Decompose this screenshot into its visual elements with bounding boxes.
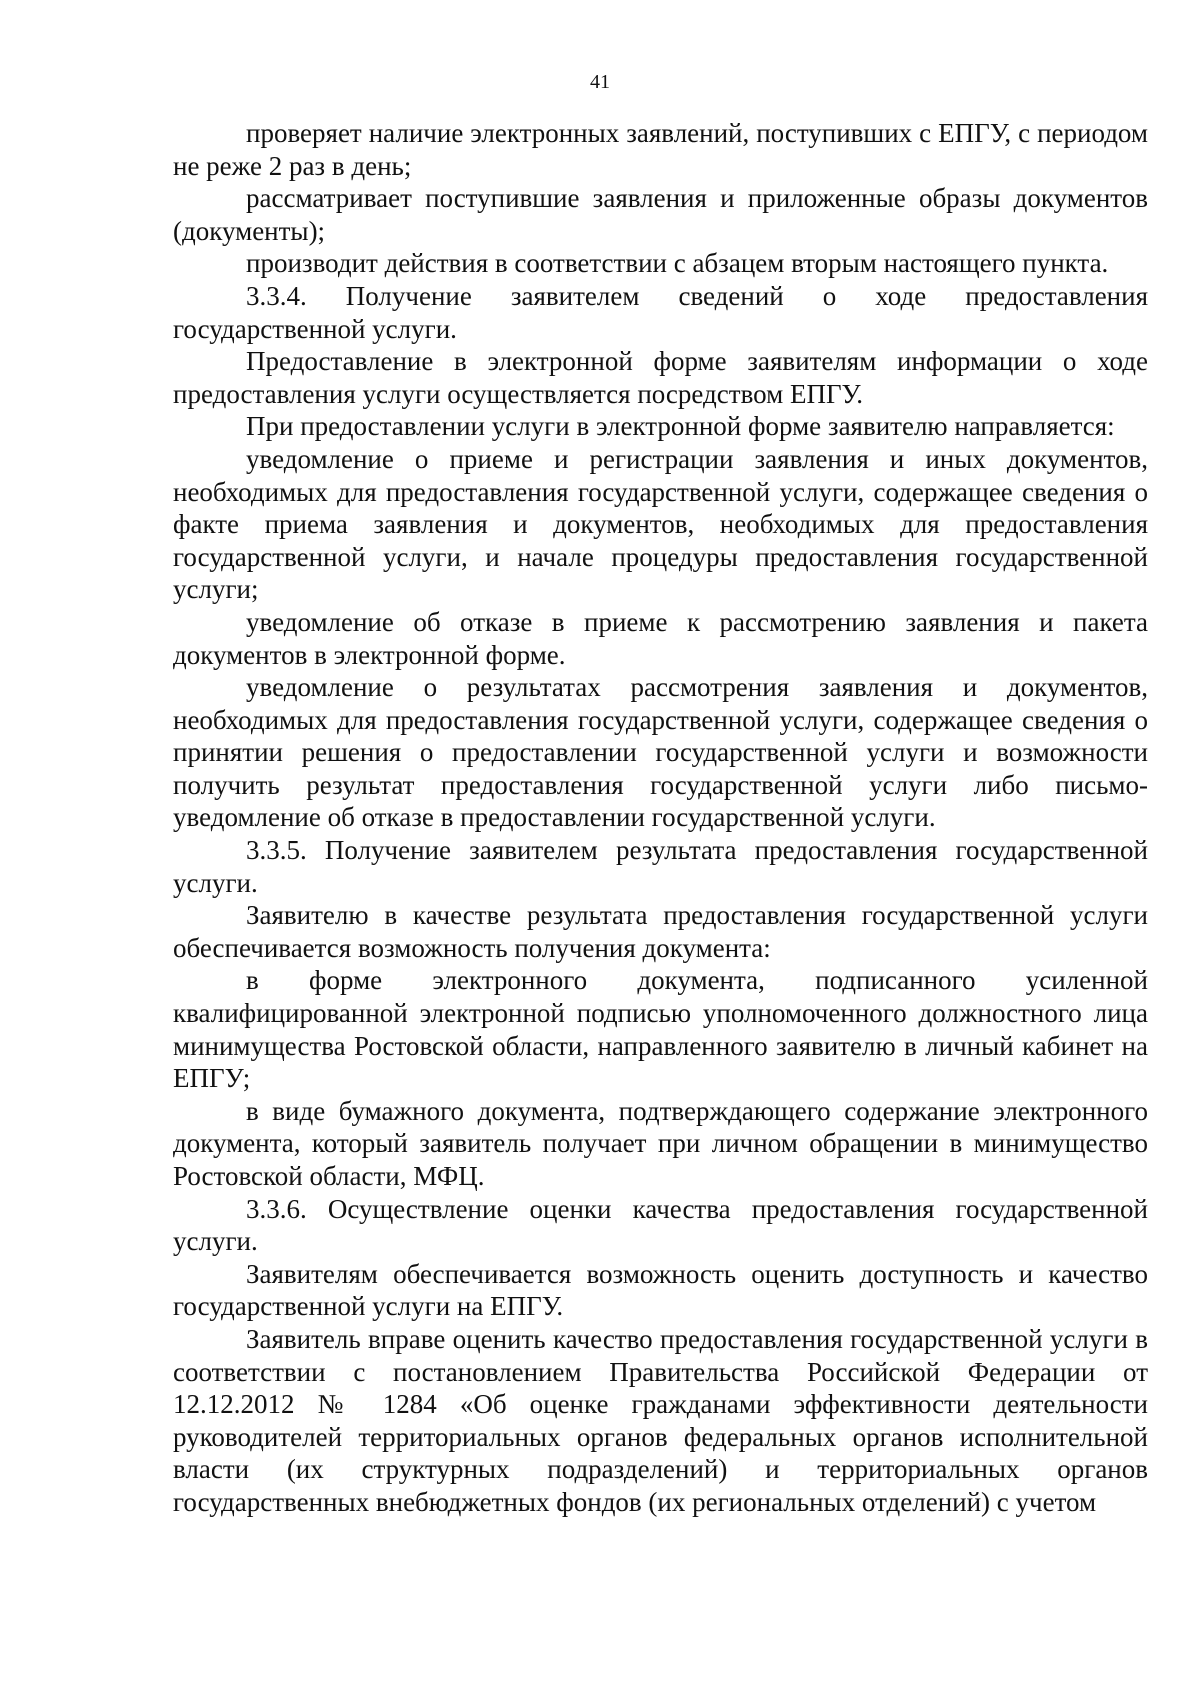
section-heading-3-3-5: 3.3.5. Получение заявителем результата предоставления государственной услуги. bbox=[173, 835, 1148, 898]
paragraph: Заявителю в качестве результата предоставления государственной услуги обеспечивается возможность получения документа: bbox=[173, 900, 1148, 963]
paragraph: уведомление о результатах рассмотрения заявления и документов, необходимых для предоставления государственной услуги, содержащее сведения о принятии решения о предоставлении государственной услуги и возможности получить результат предоставления государственной услуги либо письмо-уведомление об отказе в предоставлении государственной услуги. bbox=[173, 672, 1148, 833]
document-body bbox=[173, 117, 1148, 1519]
paragraph: Предоставление в электронной форме заявителям информации о ходе предоставления услуги осуществляется посредством ЕПГУ. bbox=[173, 346, 1148, 409]
paragraph: производит действия в соответствии с абзацем вторым настоящего пункта. bbox=[246, 248, 1109, 279]
section-heading-3-3-6: 3.3.6. Осуществление оценки качества предоставления государственной услуги. bbox=[173, 1193, 1148, 1257]
paragraph: При предоставлении услуги в электронной форме заявителю направляется: bbox=[246, 411, 1115, 442]
paragraph: уведомление об отказе в приеме к рассмотрению заявления и пакета документов в электронной форме. bbox=[173, 606, 1148, 670]
page-number: 41 bbox=[590, 71, 610, 93]
paragraph: Заявитель вправе оценить качество предоставления государственной услуги в соответствии с постановлением Правительства Российской Федерации от 12.12.2012 № 1284 «Об оценке гражданами эффективности деятельности руководителей территориальных органов федеральных органов исполнительной власти (их структурных подразделений) и территориальных органов государственных внебюджетных фондов (их региональных отделений) с учетом bbox=[173, 1323, 1148, 1517]
paragraph: Заявителям обеспечивается возможность оценить доступность и качество государственной услуги на ЕПГУ. bbox=[173, 1258, 1148, 1322]
paragraph: в виде бумажного документа, подтверждающего содержание электронного документа, который заявитель получает при личном обращении в минимущество Ростовской области, МФЦ. bbox=[173, 1095, 1148, 1191]
paragraph: уведомление о приеме и регистрации заявления и иных документов, необходимых для предоставления государственной услуги, содержащее сведения о факте приема заявления и документов, необходимых для предоставления государственной услуги, и начале процедуры предоставления государственной услуги; bbox=[173, 443, 1148, 605]
paragraph: проверяет наличие электронных заявлений, поступивших с ЕПГУ, с периодом не реже 2 раз в день; bbox=[173, 118, 1148, 181]
paragraph: в форме электронного документа, подписанного усиленной квалифицированной электронной подписью уполномоченного должностного лица минимущества Ростовской области, направленного заявителю в личный кабинет на ЕПГУ; bbox=[173, 965, 1148, 1094]
paragraph: рассматривает поступившие заявления и приложенные образы документов (документы); bbox=[173, 183, 1148, 246]
section-heading-3-3-4: 3.3.4. Получение заявителем сведений о ходе предоставления государственной услуги. bbox=[173, 280, 1148, 344]
